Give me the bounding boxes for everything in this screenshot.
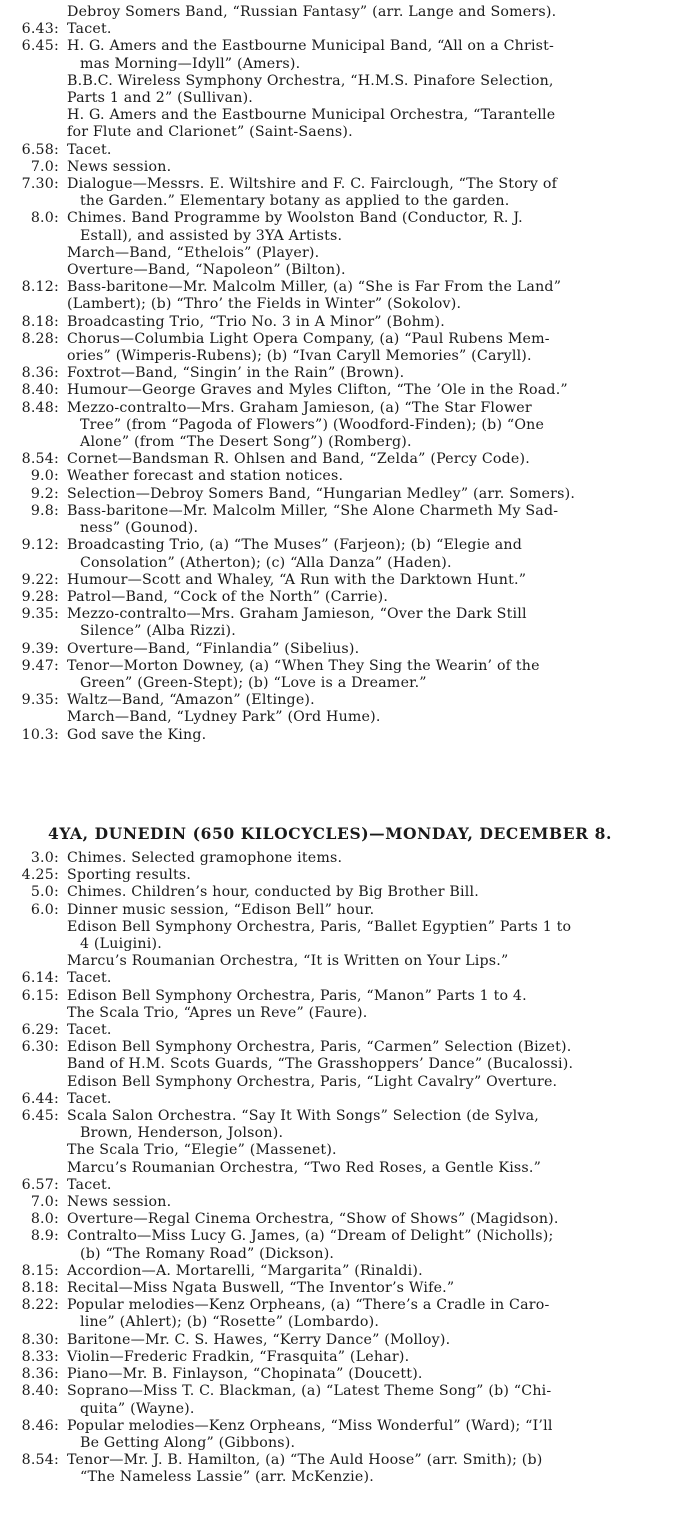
entry-text: for Flute and Clarionet” (Saint-Saens). — [67, 124, 353, 141]
time-value: 6.58 — [21, 141, 54, 158]
programme-entry — [0, 589, 700, 606]
programme-entry — [0, 1194, 700, 1211]
time-value: 8.0 — [30, 210, 54, 227]
time-value: 8.30 — [21, 1331, 54, 1348]
programme-line — [0, 1469, 700, 1486]
time-label — [0, 434, 64, 451]
time-value: 8.46 — [21, 1417, 54, 1434]
time-value: 6.45 — [21, 38, 54, 55]
time-label — [0, 124, 64, 141]
time-label: 8.0 : — [30, 1211, 59, 1228]
entry-text: Soprano—Miss T. C. Blackman, (a) “Latest Theme Song” (b) “Chi- — [67, 1383, 552, 1400]
entry-text: Chimes. Band Programme by Woolston Band (Conductor, R. J. — [67, 210, 523, 227]
entry-text: Contralto—Miss Lucy G. James, (a) “Dream of Delight” (Nicholls); — [67, 1228, 554, 1245]
entry-text: Broadcasting Trio, “Trio No. 3 in A Minor” (Bohm). — [67, 313, 446, 330]
time-value: 8.54 — [21, 451, 54, 468]
entry-text: B.B.C. Wireless Symphony Orchestra, “H.M.S. Pinafore Selection, — [67, 72, 554, 89]
programme-line — [0, 124, 700, 141]
entry-text: Silence” (Alba Rizzi). — [80, 623, 236, 640]
entry-text: Tacet. — [67, 1090, 112, 1107]
time-label — [0, 90, 64, 107]
time-label: 8.33 : — [21, 1348, 59, 1365]
entry-text: Bass-baritone—Mr. Malcolm Miller, (a) “She is Far From the Land” — [67, 279, 562, 296]
programme-line — [0, 919, 700, 936]
entry-text: The Scala Trio, “Apres un Reve” (Faure). — [67, 1004, 368, 1021]
time-label — [0, 709, 64, 726]
time-label: 8.46 : — [21, 1417, 59, 1434]
time-label — [0, 919, 64, 936]
entry-text: Dinner music session, “Edison Bell” hour. — [67, 901, 375, 918]
programme-line — [0, 623, 700, 640]
time-label — [0, 1246, 64, 1263]
time-value: 9.0 — [30, 468, 54, 485]
time-value: 8.12 — [21, 279, 54, 296]
entry-text: Tenor—Morton Downey, (a) “When They Sing the Wearin’ of the — [67, 657, 540, 674]
entry-text: Waltz—Band, “Amazon” (Eltinge). — [67, 692, 315, 709]
programme-line — [0, 555, 700, 572]
programme-entry — [0, 658, 700, 675]
programme-entry — [0, 382, 700, 399]
programme-entry — [0, 503, 700, 520]
time-value: 8.36 — [21, 365, 54, 382]
time-label — [0, 1125, 64, 1142]
time-label: 7.0 : — [30, 1194, 59, 1211]
entry-text: Bass-baritone—Mr. Malcolm Miller, “She Alone Charmeth My Sad- — [67, 502, 559, 519]
time-value: 8.36 — [21, 1366, 54, 1383]
time-label: 6.43 : — [21, 21, 59, 38]
programme-line — [0, 193, 700, 210]
time-value: 8.40 — [21, 382, 54, 399]
time-value: 8.18 — [21, 1280, 54, 1297]
entry-text: Overture—Band, “Napoleon” (Bilton). — [67, 262, 346, 279]
time-label — [0, 348, 64, 365]
entry-text: Patrol—Band, “Cock of the North” (Carrie). — [67, 588, 389, 605]
time-label: 5.0 : — [30, 884, 59, 901]
programme-entry — [0, 727, 700, 744]
time-label: 8.30 : — [21, 1331, 59, 1348]
time-value: 3.0 — [30, 850, 54, 866]
time-label: 9.47 : — [21, 657, 59, 674]
programme-line — [0, 90, 700, 107]
programme-section-3ya — [0, 4, 700, 744]
entry-text: Weather forecast and station notices. — [67, 468, 344, 485]
time-label: 9.28 : — [21, 588, 59, 605]
programme-line — [0, 348, 700, 365]
time-label: 9.12 : — [21, 537, 59, 554]
time-label — [0, 56, 64, 73]
programme-line — [0, 936, 700, 953]
time-label: 8.48 : — [21, 399, 59, 416]
programme-line — [0, 1125, 700, 1142]
time-value: 9.35 — [21, 692, 54, 709]
programme-line — [0, 1160, 700, 1177]
time-label: 8.54 : — [21, 451, 59, 468]
entry-text: Brown, Henderson, Jolson). — [80, 1125, 284, 1142]
entry-text: Violin—Frederic Fradkin, “Frasquita” (Lehar). — [67, 1348, 410, 1365]
entry-text: Edison Bell Symphony Orchestra, Paris, “Carmen” Selection (Bizet). — [67, 1039, 572, 1056]
entry-text: Tacet. — [67, 970, 112, 987]
time-label: 9.2 : — [30, 485, 59, 502]
time-value: 8.15 — [21, 1262, 54, 1279]
time-label — [0, 107, 64, 124]
entry-text: Accordion—A. Mortarelli, “Margarita” (Rinaldi). — [67, 1262, 423, 1279]
programme-entry — [0, 1039, 700, 1056]
time-value: 6.45 — [21, 1108, 54, 1125]
programme-line — [0, 262, 700, 279]
entry-text: H. G. Amers and the Eastbourne Municipal Orchestra, “Tarantelle — [67, 107, 556, 124]
entry-text: (Lambert); (b) “Thro’ the Fields in Winter” (Sokolov). — [67, 296, 462, 313]
programme-entry — [0, 1418, 700, 1435]
programme-line — [0, 953, 700, 970]
programme-line — [0, 4, 700, 21]
time-label: 8.18 : — [21, 313, 59, 330]
entry-text: Scala Salon Orchestra. “Say It With Songs” Selection (de Sylva, — [67, 1108, 539, 1125]
time-value: 8.54 — [21, 1452, 54, 1469]
time-value: 6.15 — [21, 987, 54, 1004]
entry-text: Humour—Scott and Whaley, “A Run with the Darktown Hunt.” — [67, 571, 527, 588]
programme-entry — [0, 486, 700, 503]
time-label — [0, 245, 64, 262]
programme-entry — [0, 1452, 700, 1469]
entry-text: Parts 1 and 2” (Sullivan). — [67, 90, 254, 107]
time-label: 8.40 : — [21, 382, 59, 399]
entry-text: Piano—Mr. B. Finlayson, “Chopinata” (Doucett). — [67, 1366, 423, 1383]
time-value: 7.0 — [30, 1194, 54, 1211]
entry-text: Popular melodies—Kenz Orpheans, (a) “There’s a Cradle in Caro- — [67, 1297, 550, 1314]
programme-entry — [0, 159, 700, 176]
entry-text: Tacet. — [67, 1176, 112, 1193]
time-label: 8.12 : — [21, 279, 59, 296]
entry-text: Tacet. — [67, 1022, 112, 1039]
time-value: 6.0 — [30, 901, 54, 918]
time-value: 9.22 — [21, 571, 54, 588]
programme-line — [0, 1074, 700, 1091]
entry-text: Baritone—Mr. C. S. Hawes, “Kerry Dance” (Molloy). — [67, 1331, 451, 1348]
time-label: 8.36 : — [21, 365, 59, 382]
time-value: 6.44 — [21, 1090, 54, 1107]
entry-text: Chorus—Columbia Light Opera Company, (a) “Paul Rubens Mem- — [67, 330, 550, 347]
time-value: 5.0 — [30, 884, 54, 901]
time-value: 8.9 — [30, 1228, 54, 1245]
entry-text: Dialogue—Messrs. E. Wiltshire and F. C. Fairclough, “The Story of — [67, 176, 558, 193]
time-value: 8.33 — [21, 1348, 54, 1365]
time-label: 8.0 : — [30, 210, 59, 227]
time-label — [0, 262, 64, 279]
time-label: 6.57 : — [21, 1176, 59, 1193]
time-label: 8.28 : — [21, 330, 59, 347]
programme-entry — [0, 365, 700, 382]
entry-text: quita” (Wayne). — [80, 1400, 195, 1417]
entry-text: God save the King. — [67, 726, 207, 743]
programme-entry — [0, 902, 700, 919]
programme-entry — [0, 641, 700, 658]
entry-text: Mezzo-contralto—Mrs. Graham Jamieson, “Over the Dark Still — [67, 606, 527, 623]
time-label: 3.0 : — [30, 850, 59, 866]
programme-line — [0, 417, 700, 434]
entry-text: Band of H.M. Scots Guards, “The Grasshoppers’ Dance” (Bucalossi). — [67, 1056, 574, 1073]
entry-text: “The Nameless Lassie” (arr. McKenzie). — [80, 1469, 374, 1486]
entry-text: (b) “The Romany Road” (Dickson). — [80, 1245, 335, 1262]
time-label: 6.0 : — [30, 901, 59, 918]
programme-entry — [0, 1297, 700, 1314]
time-value: 8.40 — [21, 1383, 54, 1400]
time-label — [0, 1435, 64, 1452]
time-label — [0, 1142, 64, 1159]
programme-line — [0, 1142, 700, 1159]
programme-entry — [0, 1091, 700, 1108]
programme-entry — [0, 970, 700, 987]
entry-text: Edison Bell Symphony Orchestra, Paris, “Ballet Egyptien” Parts 1 to — [67, 918, 572, 935]
programme-line — [0, 434, 700, 451]
programme-entry — [0, 867, 700, 884]
entry-text: Recital—Miss Ngata Buswell, “The Inventor’s Wife.” — [67, 1280, 455, 1297]
entry-text: Be Getting Along” (Gibbons). — [80, 1434, 296, 1451]
entry-text: H. G. Amers and the Eastbourne Municipal Band, “All on a Christ- — [67, 38, 555, 55]
entry-text: Foxtrot—Band, “Singin’ in the Rain” (Brown). — [67, 365, 405, 382]
programme-entry — [0, 279, 700, 296]
time-value: 8.22 — [21, 1297, 54, 1314]
entry-text: Chimes. Selected gramophone items. — [67, 850, 343, 866]
time-label — [0, 675, 64, 692]
entry-text: News session. — [67, 1194, 172, 1211]
programme-entry — [0, 142, 700, 159]
entry-text: Mezzo-contralto—Mrs. Graham Jamieson, (a) “The Star Flower — [67, 399, 532, 416]
time-label: 9.8 : — [30, 502, 59, 519]
programme-entry — [0, 1383, 700, 1400]
programme-line — [0, 296, 700, 313]
time-label: 7.0 : — [30, 158, 59, 175]
programme-line — [0, 56, 700, 73]
time-value: 9.8 — [30, 502, 54, 519]
programme-entry — [0, 572, 700, 589]
entry-text: Consolation” (Atherton); (c) “Alla Danza” (Haden). — [80, 554, 452, 571]
entry-text: Edison Bell Symphony Orchestra, Paris, “Light Cavalry” Overture. — [67, 1073, 558, 1090]
time-label: 4.25 : — [21, 867, 59, 884]
programme-line — [0, 1314, 700, 1331]
station-heading-4ya: 4YA, DUNEDIN (650 KILOCYCLES)—MONDAY, DECEMBER 8. — [48, 824, 613, 843]
time-label: 9.0 : — [30, 468, 59, 485]
programme-entry — [0, 331, 700, 348]
entry-text: Tenor—Mr. J. B. Hamilton, (a) “The Auld Hoose” (arr. Smith); (b) — [67, 1452, 543, 1469]
entry-text: ories” (Wimperis-Rubens); (b) “Ivan Caryll Memories” (Caryll). — [67, 348, 532, 365]
time-value: 7.0 — [30, 158, 54, 175]
time-value: 6.57 — [21, 1176, 54, 1193]
time-label — [0, 1074, 64, 1091]
time-label: 10.3 : — [21, 726, 59, 743]
time-label — [0, 193, 64, 210]
entry-text: March—Band, “Ethelois” (Player). — [67, 244, 320, 261]
programme-line — [0, 520, 700, 537]
entry-text: Chimes. Children’s hour, conducted by Big Brother Bill. — [67, 884, 479, 901]
entry-text: Tree” (from “Pagoda of Flowers”) (Woodford-Finden); (b) “One — [80, 416, 545, 433]
time-value: 8.18 — [21, 313, 54, 330]
programme-entry — [0, 1263, 700, 1280]
time-label: 8.36 : — [21, 1366, 59, 1383]
entry-text: Humour—George Graves and Myles Clifton, “The ’Ole in the Road.” — [67, 382, 568, 399]
entry-text: Overture—Band, “Finlandia” (Sibelius). — [67, 640, 360, 657]
time-label: 6.15 : — [21, 987, 59, 1004]
time-label — [0, 1469, 64, 1486]
entry-text: March—Band, “Lydney Park” (Ord Hume). — [67, 709, 381, 726]
programme-entry — [0, 400, 700, 417]
programme-entry — [0, 1349, 700, 1366]
time-value: 6.29 — [21, 1022, 54, 1039]
programme-entry — [0, 451, 700, 468]
programme-line — [0, 1401, 700, 1418]
programme-section-4ya — [0, 850, 700, 1487]
time-label: 9.35 : — [21, 692, 59, 709]
time-label — [0, 228, 64, 245]
programme-line — [0, 1005, 700, 1022]
time-label: 8.54 : — [21, 1452, 59, 1469]
time-label: 6.45 : — [21, 1108, 59, 1125]
entry-text: Estall), and assisted by 3YA Artists. — [80, 227, 343, 244]
programme-entry — [0, 1022, 700, 1039]
time-label — [0, 520, 64, 537]
programme-line — [0, 1056, 700, 1073]
time-value: 9.2 — [30, 485, 54, 502]
entry-text: Tacet. — [67, 21, 112, 38]
time-label — [0, 936, 64, 953]
time-label — [0, 73, 64, 90]
time-label: 8.18 : — [21, 1280, 59, 1297]
time-label — [0, 1056, 64, 1073]
time-label: 8.22 : — [21, 1297, 59, 1314]
time-value: 4.25 — [21, 867, 54, 884]
programme-entry — [0, 988, 700, 1005]
time-label: 8.15 : — [21, 1262, 59, 1279]
entry-text: Tacet. — [67, 141, 112, 158]
entry-text: Cornet—Bandsman R. Ohlsen and Band, “Zelda” (Percy Code). — [67, 451, 530, 468]
programme-entry — [0, 210, 700, 227]
entry-text: mas Morning—Idyll” (Amers). — [80, 55, 301, 72]
time-label: 6.45 : — [21, 38, 59, 55]
time-label: 6.29 : — [21, 1022, 59, 1039]
time-value: 6.14 — [21, 970, 54, 987]
time-label: 6.44 : — [21, 1090, 59, 1107]
programme-entry — [0, 1332, 700, 1349]
entry-text: Marcu’s Roumanian Orchestra, “Two Red Roses, a Gentle Kiss.” — [67, 1159, 542, 1176]
programme-entry — [0, 314, 700, 331]
programme-entry — [0, 176, 700, 193]
time-label — [0, 1160, 64, 1177]
time-label: 6.14 : — [21, 970, 59, 987]
time-label — [0, 953, 64, 970]
time-label — [0, 623, 64, 640]
entry-text: Green” (Green-Stept); (b) “Love is a Dreamer.” — [80, 674, 427, 691]
programme-entry — [0, 1280, 700, 1297]
time-value: 8.28 — [21, 330, 54, 347]
entry-text: the Garden.” Elementary botany as applied to the garden. — [80, 193, 510, 210]
time-label — [0, 1401, 64, 1418]
entry-text: Edison Bell Symphony Orchestra, Paris, “Manon” Parts 1 to 4. — [67, 987, 527, 1004]
entry-text: Marcu’s Roumanian Orchestra, “It is Written on Your Lips.” — [67, 953, 509, 970]
programme-entry — [0, 1108, 700, 1125]
entry-text: News session. — [67, 158, 172, 175]
entry-text: 4 (Luigini). — [80, 936, 162, 953]
time-label — [0, 555, 64, 572]
entry-text: Alone” (from “The Desert Song”) (Romberg). — [80, 434, 412, 451]
time-label — [0, 4, 64, 21]
time-label: 6.58 : — [21, 141, 59, 158]
time-value: 9.35 — [21, 606, 54, 623]
time-label — [0, 296, 64, 313]
programme-line — [0, 107, 700, 124]
time-label: 9.35 : — [21, 606, 59, 623]
programme-line — [0, 1435, 700, 1452]
time-value: 10.3 — [21, 726, 54, 743]
entry-text: Overture—Regal Cinema Orchestra, “Show of Shows” (Magidson). — [67, 1211, 559, 1228]
time-label: 8.40 : — [21, 1383, 59, 1400]
time-value: 7.30 — [21, 176, 54, 193]
time-value: 8.0 — [30, 1211, 54, 1228]
programme-line — [0, 1246, 700, 1263]
programme-line — [0, 228, 700, 245]
time-value: 9.28 — [21, 588, 54, 605]
programme-entry — [0, 850, 700, 867]
entry-text: The Scala Trio, “Elegie” (Massenet). — [67, 1142, 337, 1159]
programme-entry — [0, 38, 700, 55]
programme-entry — [0, 468, 700, 485]
time-value: 9.47 — [21, 657, 54, 674]
entry-text: Broadcasting Trio, (a) “The Muses” (Farjeon); (b) “Elegie and — [67, 537, 523, 554]
entry-text: Sporting results. — [67, 867, 192, 884]
time-value: 9.12 — [21, 537, 54, 554]
time-label: 6.30 : — [21, 1039, 59, 1056]
programme-entry — [0, 537, 700, 554]
entry-text: Debroy Somers Band, “Russian Fantasy” (arr. Lange and Somers). — [67, 4, 557, 20]
programme-line — [0, 73, 700, 90]
programme-line — [0, 675, 700, 692]
entry-text: ness” (Gounod). — [80, 520, 199, 537]
programme-entry — [0, 1177, 700, 1194]
time-label — [0, 1005, 64, 1022]
entry-text: Popular melodies—Kenz Orpheans, “Miss Wonderful” (Ward); “I’ll — [67, 1417, 553, 1434]
programme-entry — [0, 1211, 700, 1228]
time-label — [0, 1314, 64, 1331]
programme-entry — [0, 884, 700, 901]
programme-entry — [0, 606, 700, 623]
programme-entry — [0, 1228, 700, 1245]
time-value: 6.30 — [21, 1039, 54, 1056]
time-label: 8.9 : — [30, 1228, 59, 1245]
entry-text: Selection—Debroy Somers Band, “Hungarian Medley” (arr. Somers). — [67, 485, 576, 502]
time-label: 9.22 : — [21, 571, 59, 588]
time-label: 7.30 : — [21, 176, 59, 193]
time-value: 8.48 — [21, 399, 54, 416]
entry-text: line” (Ahlert); (b) “Rosette” (Lombardo). — [80, 1314, 380, 1331]
programme-entry — [0, 1366, 700, 1383]
programme-line — [0, 245, 700, 262]
time-label: 9.39 : — [21, 640, 59, 657]
programme-entry — [0, 692, 700, 709]
time-label — [0, 417, 64, 434]
programme-line — [0, 709, 700, 726]
programme-entry — [0, 21, 700, 38]
time-value: 9.39 — [21, 640, 54, 657]
time-value: 6.43 — [21, 21, 54, 38]
